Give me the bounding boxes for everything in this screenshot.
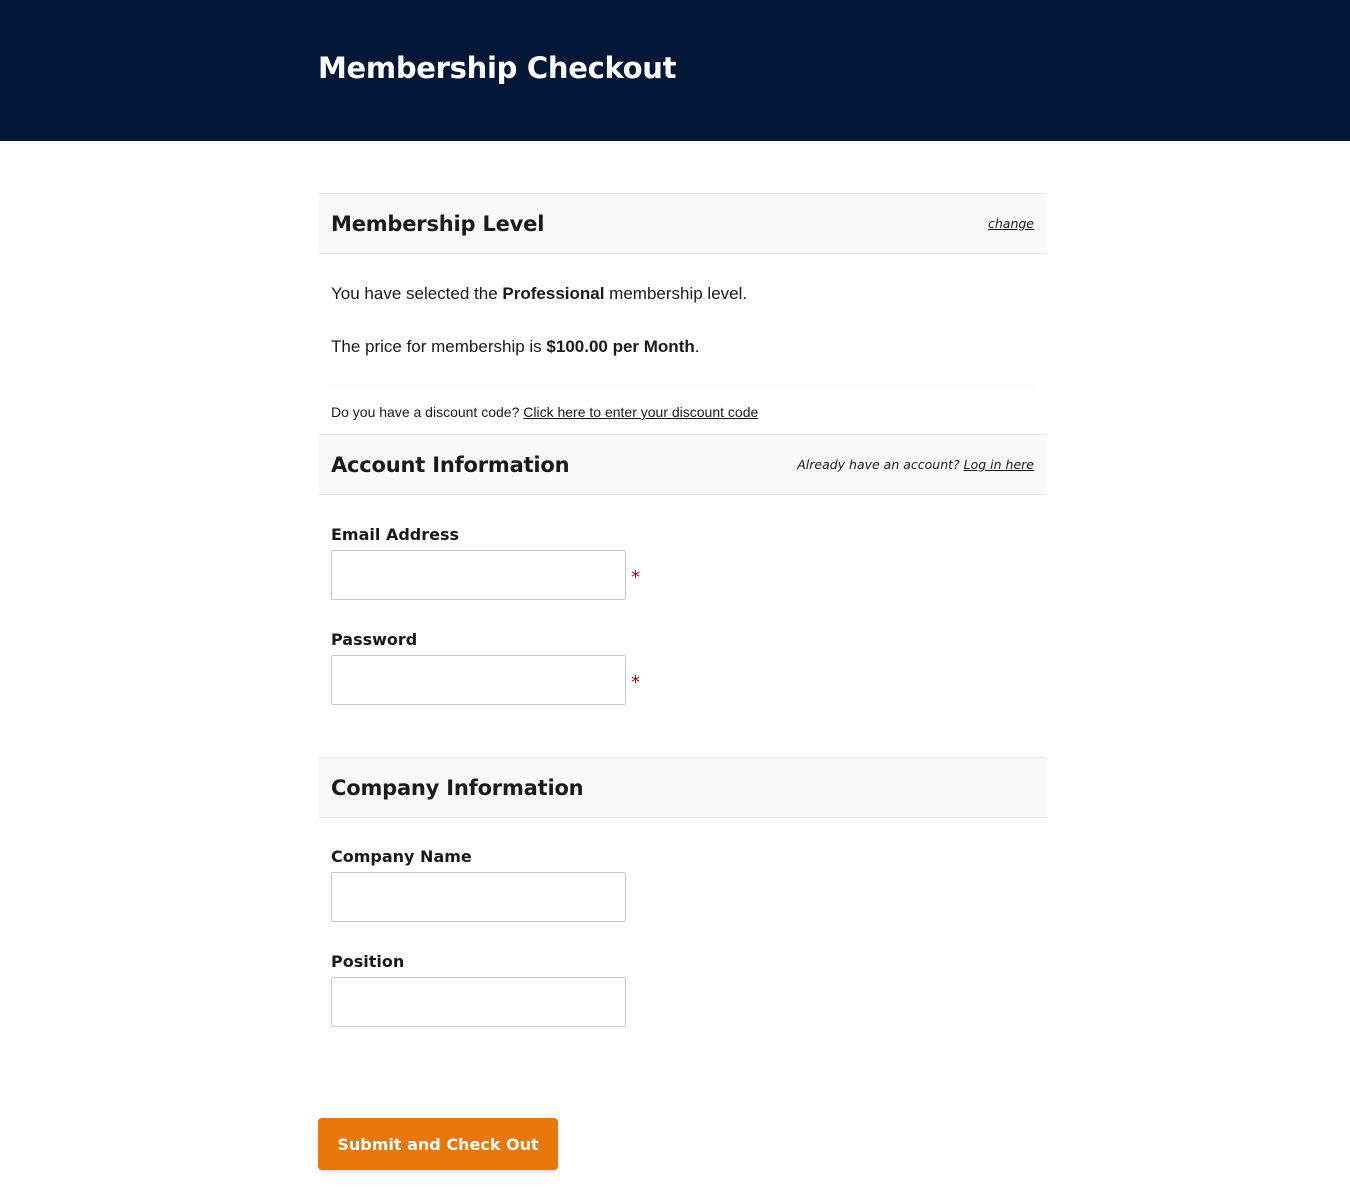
checkout-form: [318, 193, 1047, 1027]
discount-code-prompt: [331, 386, 1034, 434]
selected-level-suffix: membership level.: [604, 284, 748, 303]
company-name-label: Company Name: [331, 847, 472, 866]
selected-level-text: [331, 254, 1034, 304]
membership-level-title: Membership Level: [331, 211, 545, 236]
membership-level-header: [318, 193, 1047, 254]
account-info-title: Account Information: [331, 452, 570, 477]
password-label: Password: [331, 630, 418, 649]
company-name-input[interactable]: [331, 872, 626, 922]
discount-question: Do you have a discount code?: [331, 404, 524, 420]
membership-level-body: [318, 254, 1047, 434]
password-required-marker: *: [631, 671, 640, 693]
submit-checkout-button[interactable]: Submit and Check Out: [318, 1118, 558, 1170]
discount-code-link[interactable]: Click here to enter your discount code: [523, 404, 759, 420]
price-text: [331, 304, 1034, 357]
position-field-group: [318, 922, 1047, 1027]
company-info-title: Company Information: [331, 775, 584, 800]
position-row: [331, 977, 1034, 1027]
email-required-marker: *: [631, 566, 640, 588]
price-prefix: The price for membership is: [331, 337, 547, 356]
company-name-field-group: [318, 818, 1047, 922]
company-info-header: [318, 757, 1047, 818]
selected-level-name: Professional: [502, 284, 605, 303]
position-label: Position: [331, 952, 405, 971]
selected-level-prefix: You have selected the: [331, 284, 503, 303]
password-row: [331, 655, 1034, 705]
password-field-group: [318, 600, 1047, 705]
password-input[interactable]: [331, 655, 626, 705]
page-title: Membership Checkout: [318, 51, 677, 85]
page-header: [0, 0, 1350, 141]
company-name-row: [331, 872, 1034, 922]
email-input[interactable]: [331, 550, 626, 600]
email-field-group: [318, 495, 1047, 600]
account-info-header: [318, 434, 1047, 495]
price-suffix: .: [694, 337, 700, 356]
existing-account-text: Already have an account?: [797, 457, 964, 472]
email-label: Email Address: [331, 525, 460, 544]
login-link[interactable]: Log in here: [963, 457, 1034, 472]
price-value: $100.00 per Month: [546, 337, 695, 356]
position-input[interactable]: [331, 977, 626, 1027]
existing-account-prompt: [797, 457, 1034, 472]
email-row: [331, 550, 1034, 600]
change-level-link[interactable]: change: [987, 216, 1034, 231]
